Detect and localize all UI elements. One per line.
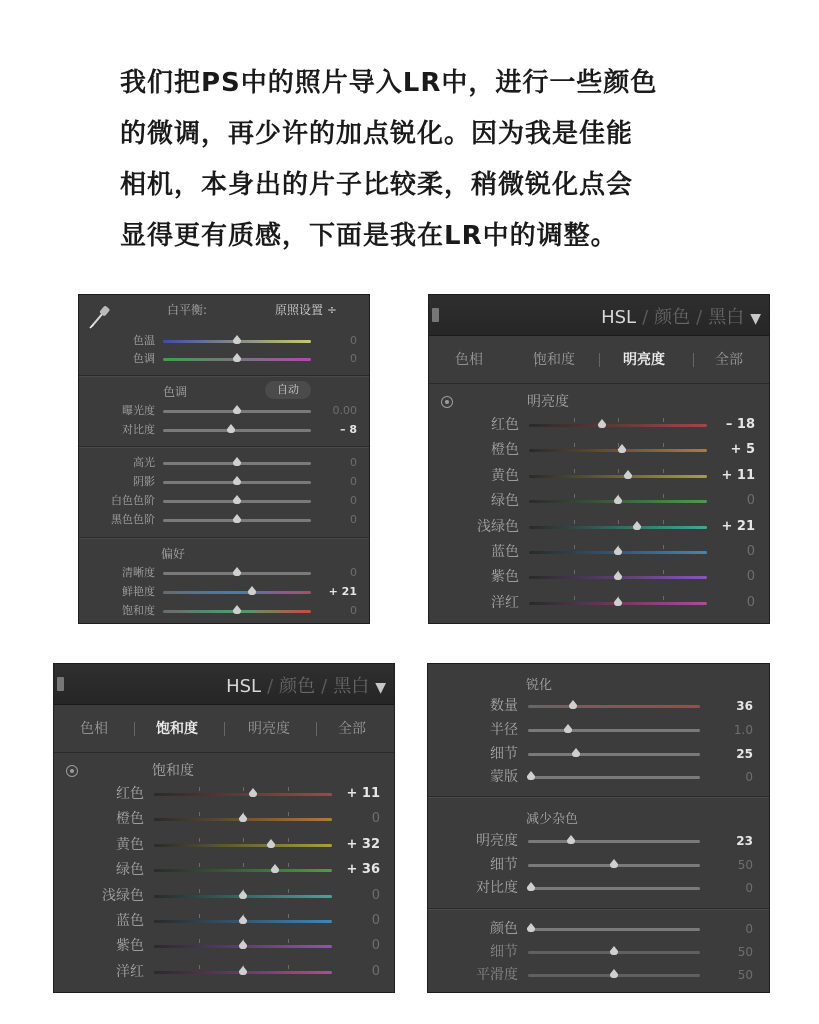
tab-all[interactable]: 全部 (338, 721, 366, 737)
slider-thumb[interactable] (569, 700, 577, 705)
slider-row-clarity (79, 563, 369, 583)
hsl-mode[interactable]: HSL (226, 676, 262, 697)
slider-tick (199, 863, 200, 867)
hsl-luminance-panel (428, 294, 770, 624)
panel-header (54, 664, 394, 705)
slider-value: 50 (737, 968, 753, 982)
slider-label: 浅绿色 (477, 518, 519, 535)
slider-thumb[interactable] (614, 571, 622, 576)
slider-value: 0 (746, 544, 755, 559)
slider-label: 黑色色阶 (111, 513, 155, 526)
slider-label: 洋红 (116, 963, 144, 980)
slider-row-shadows (79, 472, 369, 492)
tab-hue[interactable]: 色相 (80, 721, 108, 737)
slider-label: 色调 (133, 352, 155, 365)
slider-value: + 36 (346, 862, 380, 878)
slider-label: 数量 (490, 698, 518, 714)
slider-tick (663, 418, 664, 422)
slider-thumb[interactable] (248, 586, 256, 591)
title-separator: / (696, 307, 703, 328)
slider-row (54, 911, 394, 931)
tab-separator (134, 722, 135, 736)
slider-tick (288, 889, 289, 893)
slider-row-tint (79, 349, 369, 369)
slider-value: 0.00 (332, 404, 357, 417)
slider-thumb[interactable] (233, 457, 241, 462)
tab-separator (316, 722, 317, 736)
slider-value: 0 (745, 770, 753, 784)
slider-thumb[interactable] (527, 923, 535, 928)
slider-track[interactable] (529, 475, 707, 478)
vibrance-track[interactable] (163, 591, 311, 594)
slider-row (428, 919, 769, 939)
slider-value: + 21 (721, 518, 755, 534)
slider-row (54, 809, 394, 829)
slider-thumb[interactable] (239, 813, 247, 818)
slider-value: 0 (350, 456, 357, 469)
intro-line-4: 显得更有质感，下面是我在LR中的调整。 (120, 221, 618, 251)
slider-label: 蒙版 (490, 769, 518, 785)
tab-separator (599, 353, 600, 367)
slider-label: 白色色阶 (111, 494, 155, 507)
slider-track[interactable] (528, 887, 700, 890)
slider-value: 36 (736, 699, 753, 713)
slider-row (54, 835, 394, 855)
slider-track[interactable] (154, 869, 332, 872)
slider-tick (663, 469, 664, 473)
slider-tick (243, 787, 244, 791)
slider-value: 0 (350, 475, 357, 488)
slider-label: 曝光度 (122, 404, 155, 417)
slider-tick (243, 863, 244, 867)
slider-track[interactable] (528, 776, 700, 779)
slider-tick (288, 812, 289, 816)
slider-thumb[interactable] (564, 724, 572, 729)
slider-tick (618, 469, 619, 473)
slider-row (428, 720, 769, 740)
slider-value: + 21 (328, 585, 357, 598)
slider-value: 23 (736, 834, 753, 848)
slider-row-exposure (79, 401, 369, 421)
tone-title: 色调 (163, 385, 188, 399)
slider-row (54, 860, 394, 880)
title-separator: / (321, 676, 328, 697)
slider-label: 绿色 (491, 493, 519, 510)
tab-all[interactable]: 全部 (715, 352, 743, 368)
slider-label: 红色 (116, 786, 144, 802)
slider-value: 0 (745, 922, 753, 936)
hsl-saturation-panel (53, 663, 395, 993)
slider-tick (288, 863, 289, 867)
slider-tick (288, 914, 289, 918)
intro-line-1: 我们把PS中的照片导入LR中，进行一些颜色 (120, 68, 658, 98)
slider-label: 阴影 (133, 475, 155, 488)
slider-label: 蓝色 (491, 544, 519, 560)
auto-button[interactable]: 自动 (265, 381, 311, 399)
slider-row (54, 962, 394, 982)
slider-row (428, 744, 769, 764)
slider-row-highlights (79, 453, 369, 473)
slider-track[interactable] (154, 844, 332, 847)
slider-label: 紫色 (116, 938, 144, 955)
panel-title (226, 672, 386, 698)
slider-ticks (154, 863, 332, 867)
slider-thumb[interactable] (239, 940, 247, 945)
slider-row (429, 440, 769, 460)
slider-row (429, 517, 769, 537)
slider-label: 高光 (133, 456, 155, 469)
slider-ticks (154, 787, 332, 791)
color-mode[interactable]: 颜色 (654, 307, 691, 328)
slider-row (428, 855, 769, 875)
slider-label: 洋红 (491, 594, 519, 611)
presence-title: 偏好 (161, 547, 186, 561)
slider-thumb[interactable] (233, 476, 241, 481)
slider-thumb[interactable] (624, 470, 632, 475)
slider-label: 黄色 (116, 836, 144, 853)
tab-saturation[interactable]: 饱和度 (156, 721, 198, 737)
slider-thumb[interactable] (527, 882, 535, 887)
slider-tick (199, 812, 200, 816)
slider-label: 细节 (490, 746, 518, 762)
slider-row (428, 965, 769, 985)
slider-label: 浅绿色 (102, 887, 144, 904)
white-balance-select[interactable]: 原照设置 ÷ (275, 303, 337, 317)
slider-tick (199, 889, 200, 893)
slider-label: 半径 (490, 722, 518, 738)
slider-value: 0 (371, 963, 380, 979)
title-separator: / (642, 307, 649, 328)
slider-tick (199, 965, 200, 969)
slider-value: 0 (745, 881, 753, 895)
slider-value: + 11 (346, 786, 380, 801)
slider-label: 对比度 (476, 880, 518, 896)
slider-value: 0 (371, 913, 380, 928)
tab-hue[interactable]: 色相 (455, 352, 483, 368)
slider-label: 紫色 (491, 569, 519, 586)
slider-label: 对比度 (122, 423, 155, 436)
slider-value: + 32 (346, 836, 380, 852)
slider-value: 0 (350, 494, 357, 507)
slider-label: 鲜艳度 (122, 585, 155, 598)
bw-mode[interactable]: 黑白 (333, 676, 370, 697)
slider-label: 细节 (490, 857, 518, 873)
collapse-triangle-icon[interactable]: ▼ (375, 680, 386, 696)
slider-label: 平滑度 (476, 967, 518, 983)
white-balance-label: 白平衡: (167, 303, 208, 317)
slider-thumb[interactable] (227, 424, 235, 429)
slider-thumb[interactable] (233, 605, 241, 610)
slider-tick (574, 596, 575, 600)
slider-thumb[interactable] (271, 864, 279, 869)
slider-value: 0 (350, 513, 357, 526)
slider-row (54, 936, 394, 956)
slider-row (429, 567, 769, 587)
slider-row-vibrance (79, 582, 369, 602)
slider-tick (574, 520, 575, 524)
slider-thumb[interactable] (614, 546, 622, 551)
slider-tick (199, 787, 200, 791)
slider-value: 25 (736, 747, 753, 761)
slider-tick (574, 443, 575, 447)
slider-tick (574, 570, 575, 574)
intro-line-2: 的微调，再少许的加点锐化。因为我是佳能 (120, 119, 634, 149)
slider-label: 颜色 (490, 921, 518, 937)
slider-thumb[interactable] (239, 890, 247, 895)
title-separator: / (267, 676, 274, 697)
slider-tick (199, 838, 200, 842)
slider-label: 蓝色 (116, 913, 144, 929)
slider-value: 50 (737, 945, 753, 959)
slider-value: 0 (350, 566, 357, 579)
slider-tick (288, 965, 289, 969)
slider-tick (618, 418, 619, 422)
slider-label: 绿色 (116, 862, 144, 879)
slider-value: 50 (737, 858, 753, 872)
slider-row (428, 878, 769, 898)
slider-tick (663, 494, 664, 498)
slider-value: 0 (371, 811, 380, 827)
slider-ticks (529, 520, 707, 524)
slider-row (429, 415, 769, 435)
section-title: 饱和度 (152, 763, 194, 779)
slider-tick (288, 838, 289, 842)
slider-track[interactable] (528, 705, 700, 708)
slider-label: 细节 (490, 944, 518, 960)
slider-label: 红色 (491, 417, 519, 433)
divider (79, 375, 369, 376)
slider-row-contrast (79, 420, 369, 440)
slider-thumb[interactable] (567, 835, 575, 840)
slider-ticks (154, 838, 332, 842)
slider-thumb[interactable] (239, 915, 247, 920)
intro-line-3: 相机，本身出的片子比较柔，稍微锐化点会 (120, 170, 634, 200)
slider-track[interactable] (529, 526, 707, 529)
slider-value: + 11 (721, 467, 755, 483)
slider-thumb[interactable] (527, 771, 535, 776)
slider-tick (663, 545, 664, 549)
divider (428, 908, 769, 909)
panel-title (601, 303, 761, 329)
divider (79, 446, 369, 447)
slider-value: 0 (746, 569, 755, 585)
section-title: 明亮度 (527, 394, 569, 410)
slider-row (428, 942, 769, 962)
eyedropper-icon[interactable] (89, 301, 113, 329)
slider-label: 明亮度 (476, 833, 518, 849)
slider-tick (288, 939, 289, 943)
slider-thumb[interactable] (618, 444, 626, 449)
divider (79, 537, 369, 538)
intro-paragraph (120, 58, 720, 262)
slider-thumb[interactable] (233, 405, 241, 410)
color-mode[interactable]: 颜色 (279, 676, 316, 697)
slider-thumb[interactable] (598, 419, 606, 424)
slider-row-temp (79, 331, 369, 351)
slider-tick (199, 914, 200, 918)
slider-tick (574, 469, 575, 473)
slider-tick (618, 520, 619, 524)
slider-track[interactable] (529, 424, 707, 427)
hsl-mode[interactable]: HSL (601, 307, 637, 328)
slider-tick (574, 545, 575, 549)
slider-track[interactable] (154, 793, 332, 796)
slider-label: 清晰度 (122, 566, 155, 579)
target-adjust-icon[interactable] (66, 765, 78, 777)
contrast-track[interactable] (163, 429, 311, 432)
slider-row-whites (79, 491, 369, 511)
panel-header (429, 295, 769, 336)
tab-saturation-label: 饱和度 (533, 352, 575, 368)
slider-tick (574, 494, 575, 498)
slider-value: 0 (371, 938, 380, 954)
slider-thumb[interactable] (610, 946, 618, 951)
panel-handle-icon[interactable] (57, 677, 64, 691)
slider-thumb[interactable] (233, 353, 241, 358)
slider-row-saturation (79, 601, 369, 621)
tab-separator (693, 353, 694, 367)
slider-tick (663, 443, 664, 447)
slider-row (428, 767, 769, 787)
divider (428, 796, 769, 797)
slider-thumb[interactable] (233, 335, 241, 340)
slider-row (54, 784, 394, 804)
slider-row (429, 491, 769, 511)
slider-tick (199, 939, 200, 943)
slider-tick (243, 838, 244, 842)
slider-label: 黄色 (491, 467, 519, 484)
slider-value: 0 (350, 604, 357, 617)
slider-label: 橙色 (491, 442, 519, 459)
slider-thumb[interactable] (614, 495, 622, 500)
slider-value: 0 (371, 887, 380, 903)
tab-separator (224, 722, 225, 736)
basic-panel (78, 294, 370, 624)
slider-thumb[interactable] (233, 567, 241, 572)
slider-tick (663, 570, 664, 574)
slider-thumb[interactable] (633, 521, 641, 526)
slider-thumb[interactable] (249, 788, 257, 793)
slider-value: 1.0 (733, 723, 753, 737)
slider-row-blacks (79, 510, 369, 530)
slider-row (428, 831, 769, 851)
slider-label: 色温 (133, 334, 155, 347)
tab-saturation[interactable] (533, 349, 575, 369)
collapse-triangle-icon[interactable]: ▼ (750, 311, 761, 327)
slider-track[interactable] (528, 928, 700, 931)
panel-handle-icon[interactable] (432, 308, 439, 322)
sharpen-title: 锐化 (526, 678, 553, 693)
slider-row (54, 886, 394, 906)
slider-thumb[interactable] (610, 859, 618, 864)
slider-value: + 5 (730, 442, 755, 458)
slider-tick (663, 520, 664, 524)
slider-thumb[interactable] (233, 495, 241, 500)
tab-luminance[interactable]: 明亮度 (623, 352, 665, 368)
slider-track[interactable] (528, 729, 700, 732)
slider-label: 橙色 (116, 811, 144, 828)
slider-value: – 18 (725, 417, 755, 432)
slider-ticks (529, 469, 707, 473)
slider-thumb[interactable] (233, 514, 241, 519)
slider-value: – 8 (340, 423, 357, 436)
slider-value: 0 (746, 493, 755, 509)
slider-thumb[interactable] (614, 597, 622, 602)
hsl-tabs (429, 335, 769, 384)
slider-thumb[interactable] (572, 748, 580, 753)
bw-mode[interactable]: 黑白 (708, 307, 745, 328)
noise-reduction-title: 减少杂色 (526, 812, 579, 827)
slider-thumb[interactable] (239, 966, 247, 971)
slider-value: 0 (746, 594, 755, 610)
slider-track[interactable] (528, 753, 700, 756)
slider-row (429, 542, 769, 562)
slider-value: 0 (350, 352, 357, 365)
slider-label: 饱和度 (122, 604, 155, 617)
slider-tick (574, 418, 575, 422)
slider-value: 0 (350, 334, 357, 347)
slider-tick (663, 596, 664, 600)
slider-track[interactable] (528, 840, 700, 843)
target-adjust-icon[interactable] (441, 396, 453, 408)
detail-panel (427, 663, 770, 993)
slider-row (429, 593, 769, 613)
slider-row (429, 466, 769, 486)
hsl-tabs (54, 704, 394, 753)
slider-tick (288, 787, 289, 791)
slider-ticks (529, 418, 707, 422)
tab-luminance[interactable]: 明亮度 (248, 721, 290, 737)
slider-thumb[interactable] (267, 839, 275, 844)
slider-thumb[interactable] (610, 969, 618, 974)
slider-row (428, 696, 769, 716)
